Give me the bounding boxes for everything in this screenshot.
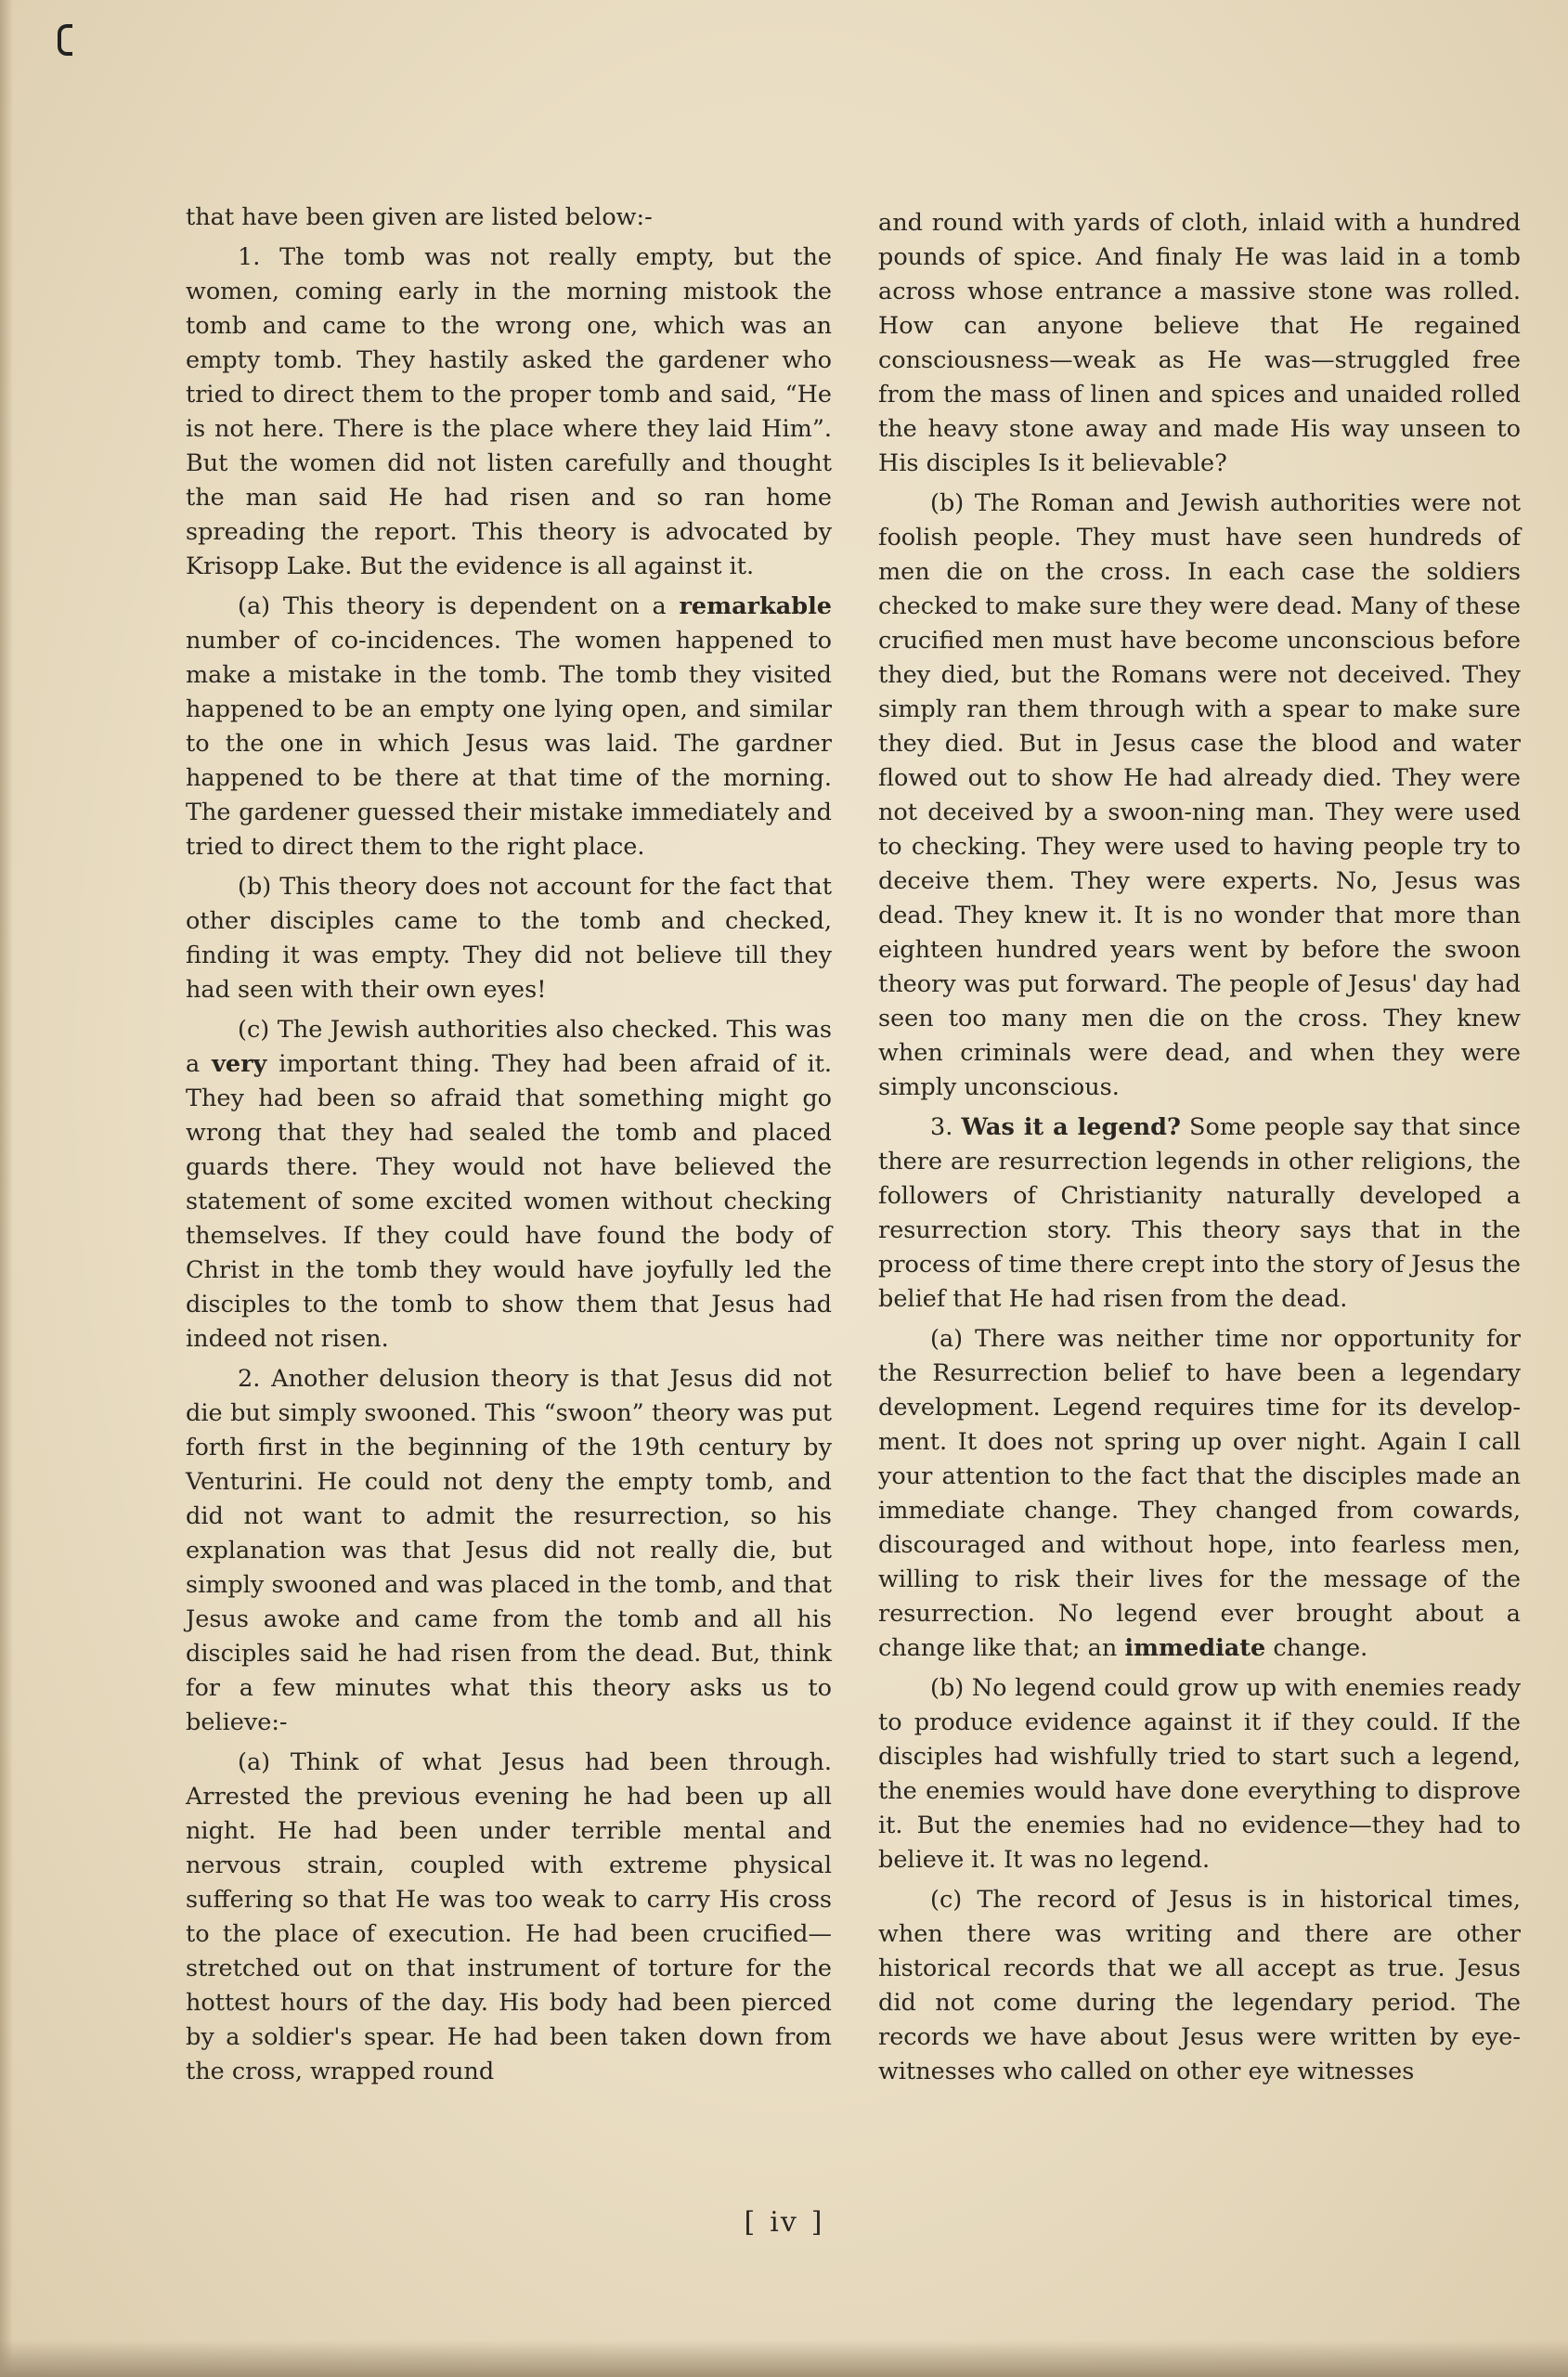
page-edge-shadow <box>0 0 13 2377</box>
theory-2a-continued: and round with yards of cloth, inlaid with a hundred pounds of spice. And finaly He was laid in a tomb across whose entrance a massive stone was rolled. How can anyone believe that He regained consciousness—weak as He was—struggled free from the mass of linen and spices and unaided rolled the heavy stone away and made His way unseen to His disciples Is it believable? <box>878 209 1521 477</box>
text-run: important thing. They had been afraid of it. They had been so afraid that something might go wrong that they had sealed the tomb and placed guards there. They would not have believed the statement of some excited women without checking themselves. If they could have found the body of Christ in the tomb they would have joyfully led the disciples to the tomb to show them that Jesus had indeed not risen. <box>186 1050 832 1353</box>
theory-3-paragraph <box>878 1111 1521 1317</box>
theory-1b-paragraph: (b) This theory does not account for the fact that other disciples came to the tomb and checked, finding it was empty. They did not believe till they had seen with their own eyes! <box>186 873 832 1004</box>
theory-1a-paragraph <box>186 590 832 864</box>
text-run: Some people say that since there are resurrection legends in other religions, the followers of Christianity naturally developed a resurrection story. This theory says that in the process of time there crept into the story of Jesus the belief that He had risen from the dead. <box>878 1113 1522 1313</box>
text-run: change. <box>1265 1634 1368 1662</box>
corner-bracket-mark <box>58 24 72 56</box>
bold-run: immediate <box>1124 1634 1266 1662</box>
page-number: [ iv ] <box>744 2206 824 2239</box>
right-column <box>878 206 1521 2095</box>
bold-run: remarkable <box>679 592 832 620</box>
theory-2b-paragraph: (b) The Roman and Jewish authorities were not foolish people. They must have seen hundreds of men die on the cross. In each case the soldiers checked to make sure they were dead. Many of these crucified men must have become unconscious before they died, but the Romans were not deceived. They simply ran them through with a spear to make sure they died. But in Jesus case the blood and water flowed out to show He had already died. They were not deceived by a swoon-ning man. They were used to checking. They were used to having people try to deceive them. They were experts. No, Jesus was dead. They knew it. It is no wonder that more than eighteen hundred years went by before the swoon theory was put forward. The people of Jesus' day had seen too many men die on the cross. They knew when criminals were dead, and when they were simply unconscious. <box>878 489 1521 1101</box>
text-run: 3. <box>930 1113 962 1141</box>
text-run: (a) There was neither time nor opportunity for the Resurrection belief to have been a legendary development. Legend requires time for its develop-ment. It does not spring up over night. Again I call your attention to the fact that the disciples made an immediate change. They changed from cowards, discouraged and without hope, into fearless men, willing to risk their lives for the message of the resurrection. No legend ever brought about a change like that; an <box>878 1325 1521 1662</box>
theory-1c-paragraph <box>186 1013 832 1357</box>
text-run: (c) The Jewish authorities also checked. This was a <box>186 1016 832 1078</box>
page-bottom-shadow <box>0 2340 1568 2377</box>
theory-3b-paragraph: (b) No legend could grow up with enemies ready to produce evidence against it if they could. If the disciples had wishfully tried to start such a legend, the enemies would have done everything to disprove it. But the enemies had no evidence—they had to believe it. It was no legend. <box>878 1674 1521 1874</box>
text-run: (a) This theory is dependent on a <box>238 592 680 620</box>
text-run: number of co-incidences. The women happened to make a mistake in the tomb. The tomb they visited happened to be an empty one lying open, and similar to the one in which Jesus was laid. The gardner happened to be there at that time of the morning. The gardener guessed their mistake immediately and tried to direct them to the right place. <box>186 627 832 861</box>
theory-2a-paragraph: (a) Think of what Jesus had been through. Arrested the previous evening he had been up all night. He had been under terrible mental and nervous strain, coupled with extreme physical suffering so that He was too weak to carry His cross to the place of execution. He had been crucified—stretched out on that instrument of torture for the hottest hours of the day. His body had been pierced by a soldier's spear. He had been taken down from the cross, wrapped round <box>186 1748 832 2085</box>
theory-3a-paragraph <box>878 1322 1521 1666</box>
left-intro-line: that have been given are listed below:- <box>186 203 653 231</box>
left-column <box>186 201 832 2095</box>
bold-run: Was it a legend? <box>961 1113 1181 1141</box>
theory-2-paragraph: 2. Another delusion theory is that Jesus did not die but simply swooned. This “swoon” theory was put forth first in the beginning of the 19th century by Venturini. He could not deny the empty tomb, and did not want to admit the resurrection, so his explanation was that Jesus did not really die, but simply swooned and was placed in the tomb, and that Jesus awoke and came from the tomb and all his disciples said he had risen from the dead. But, think for a few minutes what this theory asks us to believe:- <box>186 1365 832 1736</box>
page-number-text: iv <box>770 2206 798 2239</box>
theory-3c-paragraph: (c) The record of Jesus is in historical times, when there was writing and there are other historical records that we all accept as true. Jesus did not come during the legendary period. The records we have about Jesus were written by eye-witnesses who called on other eye witnesses <box>878 1886 1521 2085</box>
bold-run: very <box>212 1050 267 1078</box>
theory-1-paragraph: 1. The tomb was not really empty, but the women, coming early in the morning mistook the tomb and came to the wrong one, which was an empty tomb. They hastily asked the gardener who tried to direct them to the proper tomb and said, “He is not here. There is the place where they laid Him”. But the women did not listen carefully and thought the man said He had risen and so ran home spreading the report. This theory is advocated by Krisopp Lake. But the evidence is all against it. <box>186 243 832 580</box>
